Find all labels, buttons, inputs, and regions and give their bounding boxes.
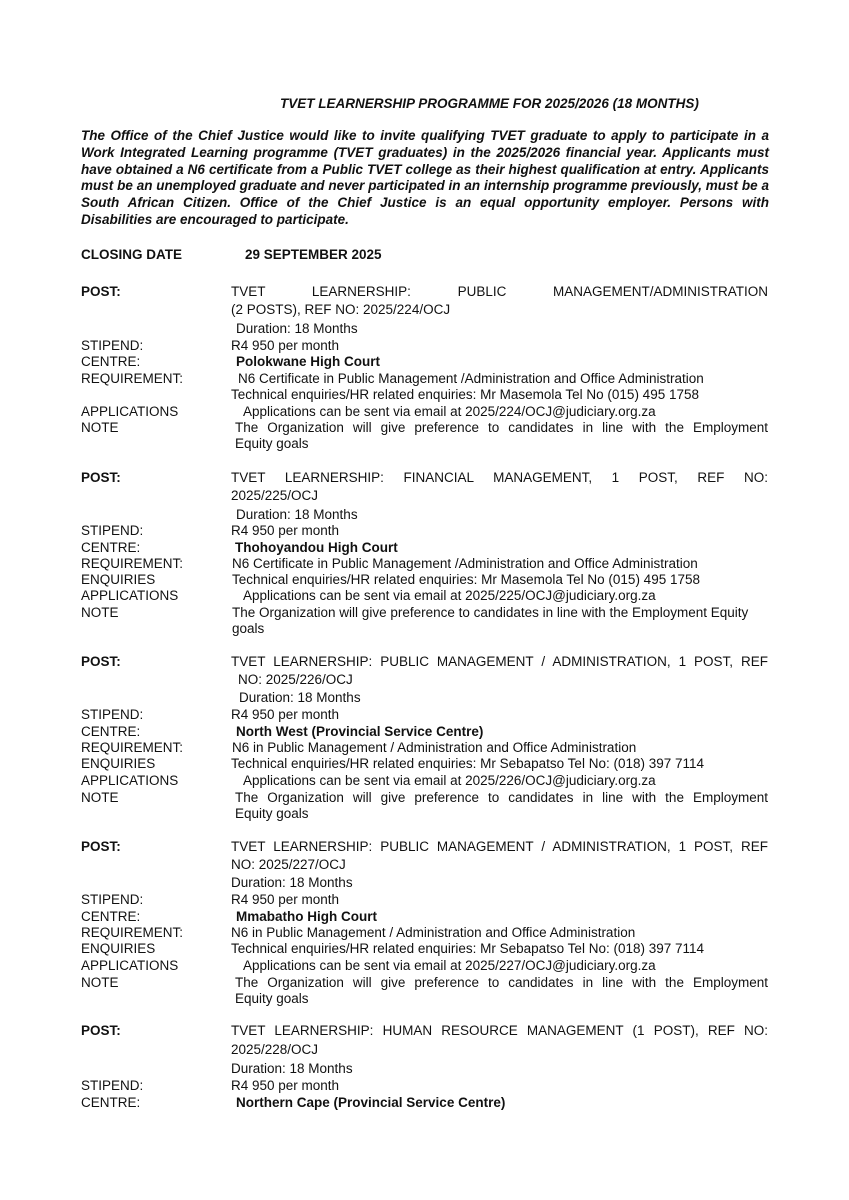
post-label: POST: <box>81 839 121 854</box>
enquiries-value: Technical enquiries/HR related enquiries: Mr Masemola Tel No (015) 495 1758 <box>231 387 699 402</box>
applications-value: Applications can be sent via email at 2025/225/OCJ@judiciary.org.za <box>243 588 656 603</box>
enquiries-value: Technical enquiries/HR related enquiries: Mr Sebapatso Tel No: (018) 397 7114 <box>231 941 705 956</box>
enquiries-label: ENQUIRIES <box>81 572 156 587</box>
stipend-label: STIPEND: <box>81 338 144 353</box>
note-label: NOTE <box>81 605 119 620</box>
note-line1: The Organization will give preference to candidates in line with the Employment Equity <box>232 605 749 620</box>
note-line2: Equity goals <box>235 436 309 451</box>
requirement-value: N6 Certificate in Public Management /Administration and Office Administration <box>232 556 698 571</box>
stipend-label: STIPEND: <box>81 1078 144 1093</box>
centre-value: North West (Provincial Service Centre) <box>236 724 484 739</box>
applications-value: Applications can be sent via email at 2025/227/OCJ@judiciary.org.za <box>243 958 656 973</box>
requirement-value: N6 Certificate in Public Management /Administration and Office Administration <box>238 371 704 386</box>
post-title-line2: 2025/225/OCJ <box>231 488 319 503</box>
note-label: NOTE <box>81 790 119 805</box>
centre-label: CENTRE: <box>81 909 141 924</box>
centre-label: CENTRE: <box>81 724 141 739</box>
note-line2: Equity goals <box>235 806 309 821</box>
note-label: NOTE <box>81 975 119 990</box>
note-line1: The Organization will give preference to candidates in line with the Employment <box>235 790 768 805</box>
stipend-label: STIPEND: <box>81 892 144 907</box>
stipend-value: R4 950 per month <box>231 338 340 353</box>
stipend-label: STIPEND: <box>81 707 144 722</box>
intro-paragraph: The Office of the Chief Justice would like to invite qualifying TVET graduate to apply to participate in a Work Integrated Learning programme (TVET graduates) in the 2025/2026 financial year. Applicants must have obtained a N6 certificate from a Public TVET college as their highest qualification at entry. Applicants must be an unemployed graduate and never participated in an internship programme previously, must be a South African Citizen. Office of the Chief Justice is an equal opportunity employer. Persons with Disabilities are encouraged to participate. <box>81 128 769 227</box>
document-title: TVET LEARNERSHIP PROGRAMME FOR 2025/2026 (18 MONTHS) <box>280 96 699 111</box>
stipend-value: R4 950 per month <box>231 892 340 907</box>
stipend-value: R4 950 per month <box>231 523 340 538</box>
centre-label: CENTRE: <box>81 540 141 555</box>
stipend-label: STIPEND: <box>81 523 144 538</box>
post-title-line2: (2 POSTS), REF NO: 2025/224/OCJ <box>231 302 451 317</box>
post-label: POST: <box>81 284 121 299</box>
enquiries-label: ENQUIRIES <box>81 756 156 771</box>
post-title-line2: NO: 2025/226/OCJ <box>238 672 353 687</box>
requirement-label: REQUIREMENT: <box>81 556 184 571</box>
note-line2: goals <box>232 621 265 636</box>
requirement-label: REQUIREMENT: <box>81 371 184 386</box>
post-title-line1: TVET LEARNERSHIP: PUBLIC MANAGEMENT / ADMINISTRATION, 1 POST, REF <box>231 654 768 669</box>
centre-label: CENTRE: <box>81 1095 141 1110</box>
centre-value: Polokwane High Court <box>236 354 381 369</box>
closing-date-value: 29 SEPTEMBER 2025 <box>245 247 382 262</box>
note-line1: The Organization will give preference to candidates in line with the Employment <box>235 420 768 435</box>
closing-date-label: CLOSING DATE <box>81 247 182 262</box>
closing-date <box>81 247 382 262</box>
applications-value: Applications can be sent via email at 2025/226/OCJ@judiciary.org.za <box>243 773 656 788</box>
applications-label: APPLICATIONS <box>81 404 179 419</box>
centre-value: Thohoyandou High Court <box>235 540 398 555</box>
post-title-line1: TVET LEARNERSHIP: FINANCIAL MANAGEMENT, 1 POST, REF NO: <box>231 470 768 485</box>
post-duration: Duration: 18 Months <box>236 507 358 522</box>
applications-label: APPLICATIONS <box>81 958 179 973</box>
post-title-line1: TVET LEARNERSHIP: HUMAN RESOURCE MANAGEMENT (1 POST), REF NO: <box>231 1023 768 1038</box>
enquiries-value: Technical enquiries/HR related enquiries: Mr Masemola Tel No (015) 495 1758 <box>232 572 700 587</box>
post-title-line1: TVET LEARNERSHIP: PUBLIC MANAGEMENT/ADMINISTRATION <box>231 284 768 299</box>
stipend-value: R4 950 per month <box>231 1078 340 1093</box>
enquiries-label: ENQUIRIES <box>81 941 156 956</box>
centre-value: Mmabatho High Court <box>236 909 377 924</box>
post-title-line1: TVET LEARNERSHIP: PUBLIC MANAGEMENT / ADMINISTRATION, 1 POST, REF <box>231 839 768 854</box>
note-line1: The Organization will give preference to candidates in line with the Employment <box>235 975 768 990</box>
applications-value: Applications can be sent via email at 2025/224/OCJ@judiciary.org.za <box>243 404 656 419</box>
stipend-value: R4 950 per month <box>231 707 340 722</box>
requirement-label: REQUIREMENT: <box>81 740 184 755</box>
post-duration: Duration: 18 Months <box>236 321 358 336</box>
requirement-label: REQUIREMENT: <box>81 925 184 940</box>
post-label: POST: <box>81 654 121 669</box>
post-title-line2: 2025/228/OCJ <box>231 1042 319 1057</box>
post-title-line2: NO: 2025/227/OCJ <box>231 857 346 872</box>
note-label: NOTE <box>81 420 119 435</box>
post-duration: Duration: 18 Months <box>239 690 361 705</box>
post-label: POST: <box>81 1023 121 1038</box>
applications-label: APPLICATIONS <box>81 588 179 603</box>
post-row <box>81 283 769 300</box>
centre-value: Northern Cape (Provincial Service Centre) <box>236 1095 506 1110</box>
centre-label: CENTRE: <box>81 354 141 369</box>
requirement-value: N6 in Public Management / Administration and Office Administration <box>232 740 637 755</box>
post-duration: Duration: 18 Months <box>231 875 353 890</box>
enquiries-value: Technical enquiries/HR related enquiries: Mr Sebapatso Tel No: (018) 397 7114 <box>231 756 705 771</box>
requirement-value: N6 in Public Management / Administration and Office Administration <box>231 925 636 940</box>
applications-label: APPLICATIONS <box>81 773 179 788</box>
post-label: POST: <box>81 470 121 485</box>
post-duration: Duration: 18 Months <box>231 1061 353 1076</box>
note-line2: Equity goals <box>235 991 309 1006</box>
